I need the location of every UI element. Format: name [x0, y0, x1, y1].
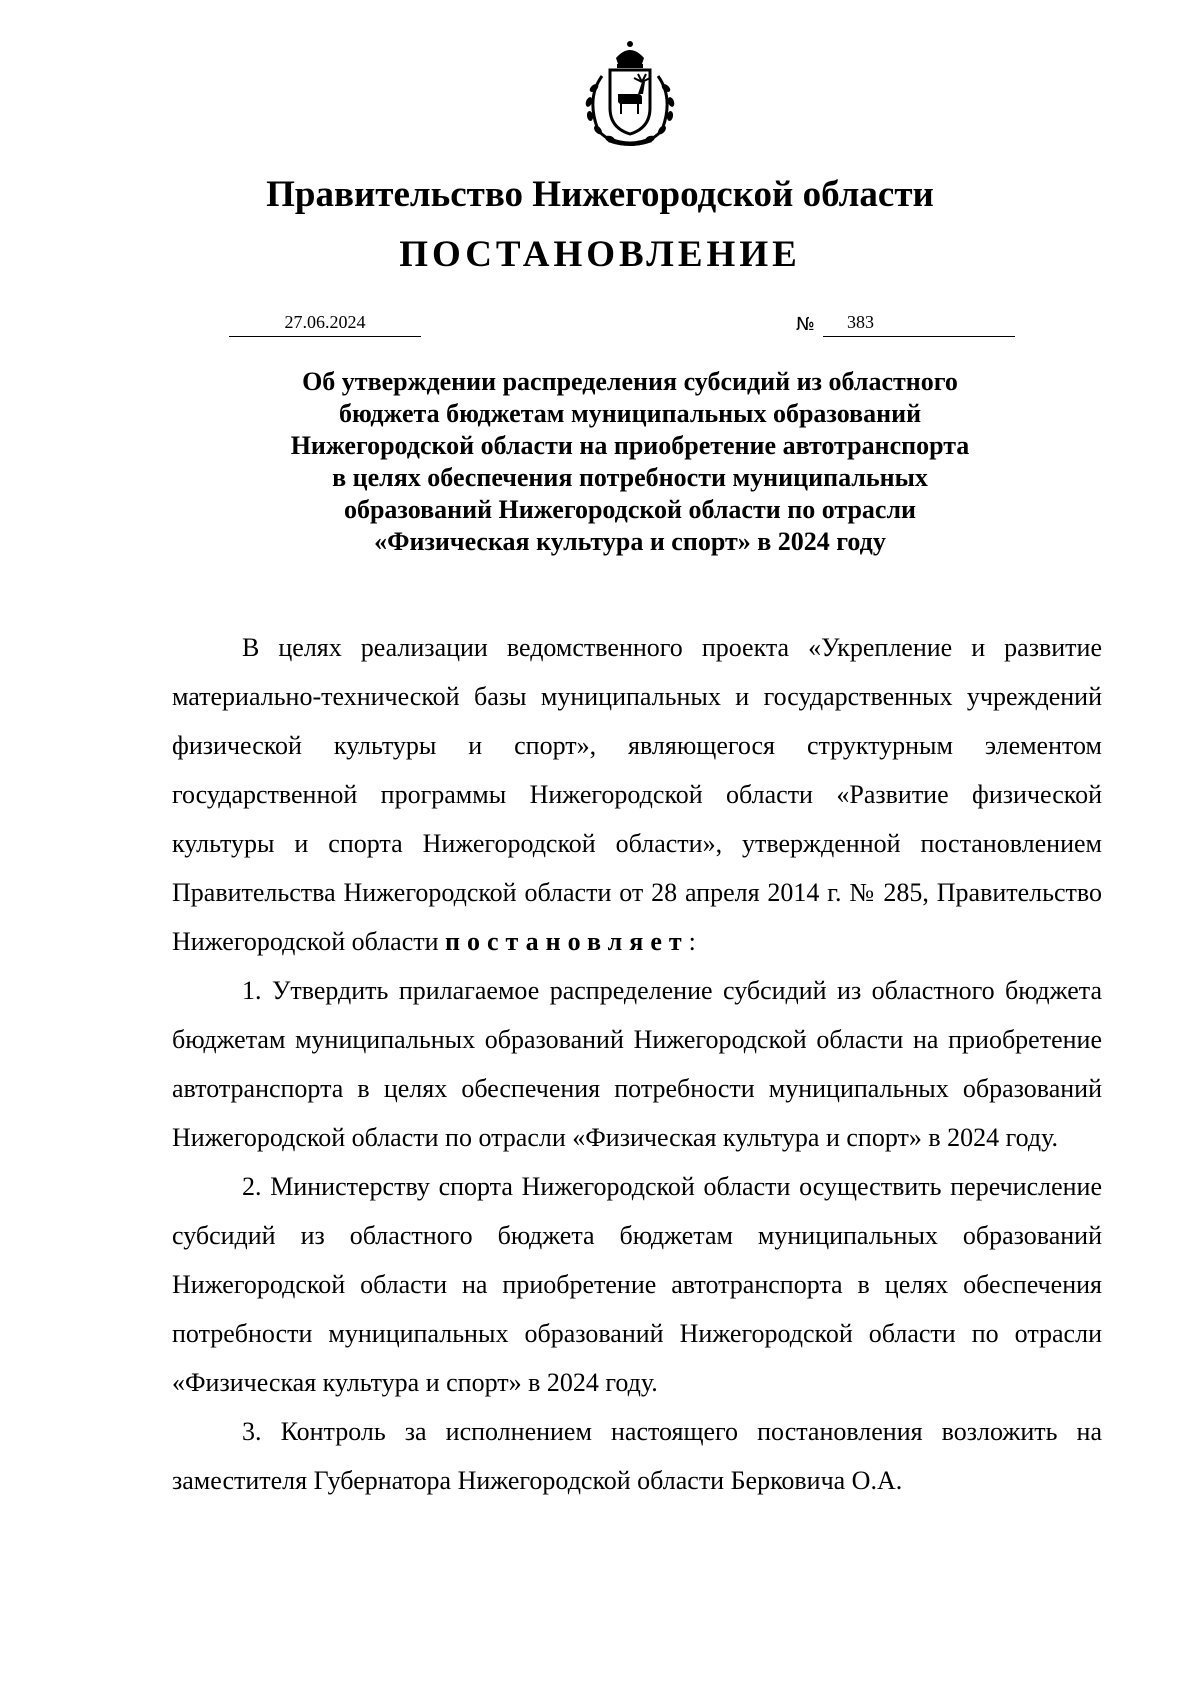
coat-of-arms-emblem — [572, 38, 688, 150]
document-body — [172, 623, 1102, 1505]
subject-line: Нижегородской области на приобретение автотранспорта — [290, 431, 970, 460]
document-number: 383 — [823, 308, 1015, 337]
preamble-paragraph — [172, 623, 1102, 966]
subject-line: «Физическая культура и спорт» в 2024 году — [374, 527, 886, 556]
resolves-colon: : — [688, 927, 696, 956]
document-date: 27.06.2024 — [229, 308, 421, 337]
subject-line: образований Нижегородской области по отрасли — [343, 495, 917, 524]
resolves-word: постановляет — [445, 927, 689, 956]
document-type: ПОСТАНОВЛЕНИЕ — [399, 234, 801, 275]
organization-name: Правительство Нижегородской области — [266, 174, 934, 215]
item-3-paragraph: 3. Контроль за исполнением настоящего постановления возложить на заместителя Губернатора Нижегородской области Берковича О.А. — [172, 1417, 1102, 1495]
item-1-paragraph: 1. Утвердить прилагаемое распределение субсидий из областного бюджета бюджетам муниципальных образований Нижегородской области на приобретение автотранспорта в целях обеспечения потребности муниципальных образований Нижегородской области по отрасли «Физическая культура и спорт» в 2024 году. — [172, 976, 1102, 1152]
item-2-paragraph: 2. Министерству спорта Нижегородской области осуществить перечисление субсидий из областного бюджета бюджетам муниципальных образований Нижегородской области на приобретение автотранспорта в целях обеспечения потребности муниципальных образований Нижегородской области по отрасли «Физическая культура и спорт» в 2024 году. — [172, 1172, 1102, 1397]
number-sign: № — [796, 314, 815, 335]
preamble-text: В целях реализации ведомственного проекта «Укрепление и развитие материально-технической базы муниципальных и государственных учреждений физической культуры и спорт», являющегося структурным элементом государственной программы Нижегородской области «Развитие физической культуры и спорта Нижегородской области», утвержденной постановлением Правительства Нижегородской области от 28 апреля 2014 г. № 285, Правительство Нижегородской области — [172, 633, 1102, 956]
subject-line: в целях обеспечения потребности муниципальных — [332, 463, 928, 492]
document-subject — [230, 366, 1030, 558]
subject-line: Об утверждении распределения субсидий из областного — [302, 367, 958, 396]
subject-line: бюджета бюджетам муниципальных образований — [338, 399, 922, 428]
